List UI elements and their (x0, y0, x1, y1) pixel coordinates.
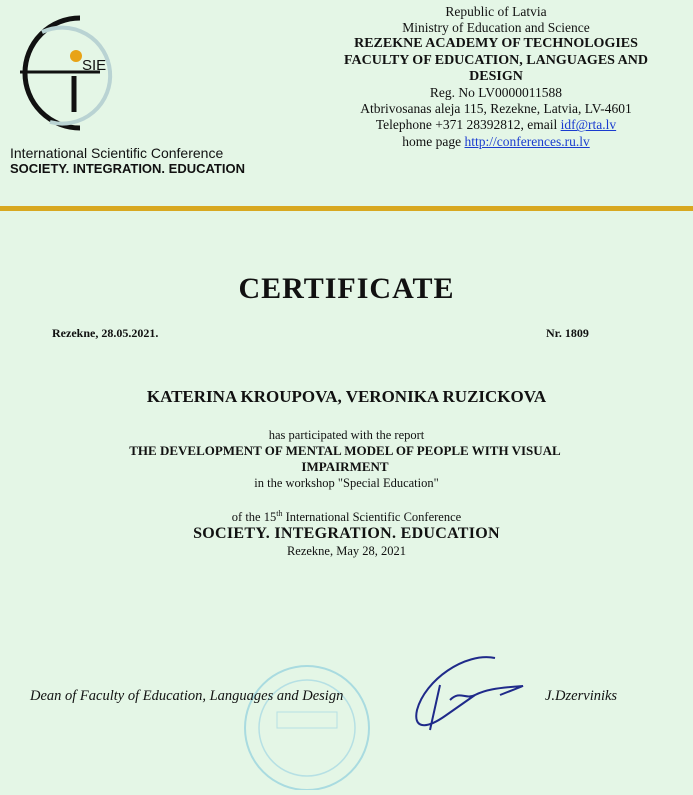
header-divider (0, 206, 693, 211)
signatory-name: J.Dzerviniks (545, 688, 618, 704)
institution-header (300, 4, 692, 150)
conference-label: International Scientific Conference (10, 145, 224, 161)
signature (405, 650, 535, 745)
ministry: Ministry of Education and Science (402, 20, 590, 36)
faculty: FACULTY OF EDUCATION, LANGUAGES AND DESIGN (343, 52, 648, 84)
signatory-role: Dean of Faculty of Education, Languages and Design (30, 688, 344, 704)
certificate-title: CERTIFICATE (238, 272, 455, 305)
homepage: home page http://conferences.ru.lv (402, 133, 590, 149)
email-link[interactable]: idf@rta.lv (560, 117, 617, 133)
svg-text:SIE: SIE (82, 57, 107, 74)
certificate-number: Nr. 1809 (546, 326, 589, 340)
logo-text (10, 145, 245, 177)
stamp (237, 660, 377, 795)
report-title: THE DEVELOPMENT OF MENTAL MODEL OF PEOPLE WITH VISUAL IMPAIRMENT (129, 443, 561, 474)
country: Republic of Latvia (445, 4, 547, 19)
conference-name-body: SOCIETY. INTEGRATION. EDUCATION (193, 525, 500, 542)
participated-text: has participated with the report (268, 428, 425, 442)
academy: REZEKNE ACADEMY OF TECHNOLOGIES (354, 36, 638, 52)
conference-line: of the 15th International Scientific Conference (231, 509, 462, 525)
place-date: Rezekne, 28.05.2021. (52, 326, 159, 340)
address: Atbrivosanas aleja 115, Rezekne, Latvia, LV-4601 (360, 101, 632, 117)
homepage-link[interactable]: http://conferences.ru.lv (464, 133, 590, 149)
workshop: in the workshop "Special Education" (254, 476, 439, 490)
reg-number: Reg. No LV0000011588 (429, 85, 563, 101)
contact: Telephone +371 28392812, email idf@rta.lv (375, 117, 617, 133)
sie-logo (20, 12, 130, 132)
recipient-names: KATERINA KROUPOVA, VERONIKA RUZICKOVA (146, 387, 547, 406)
conference-name: SOCIETY. INTEGRATION. EDUCATION (10, 161, 245, 176)
conference-place-date: Rezekne, May 28, 2021 (286, 544, 407, 558)
